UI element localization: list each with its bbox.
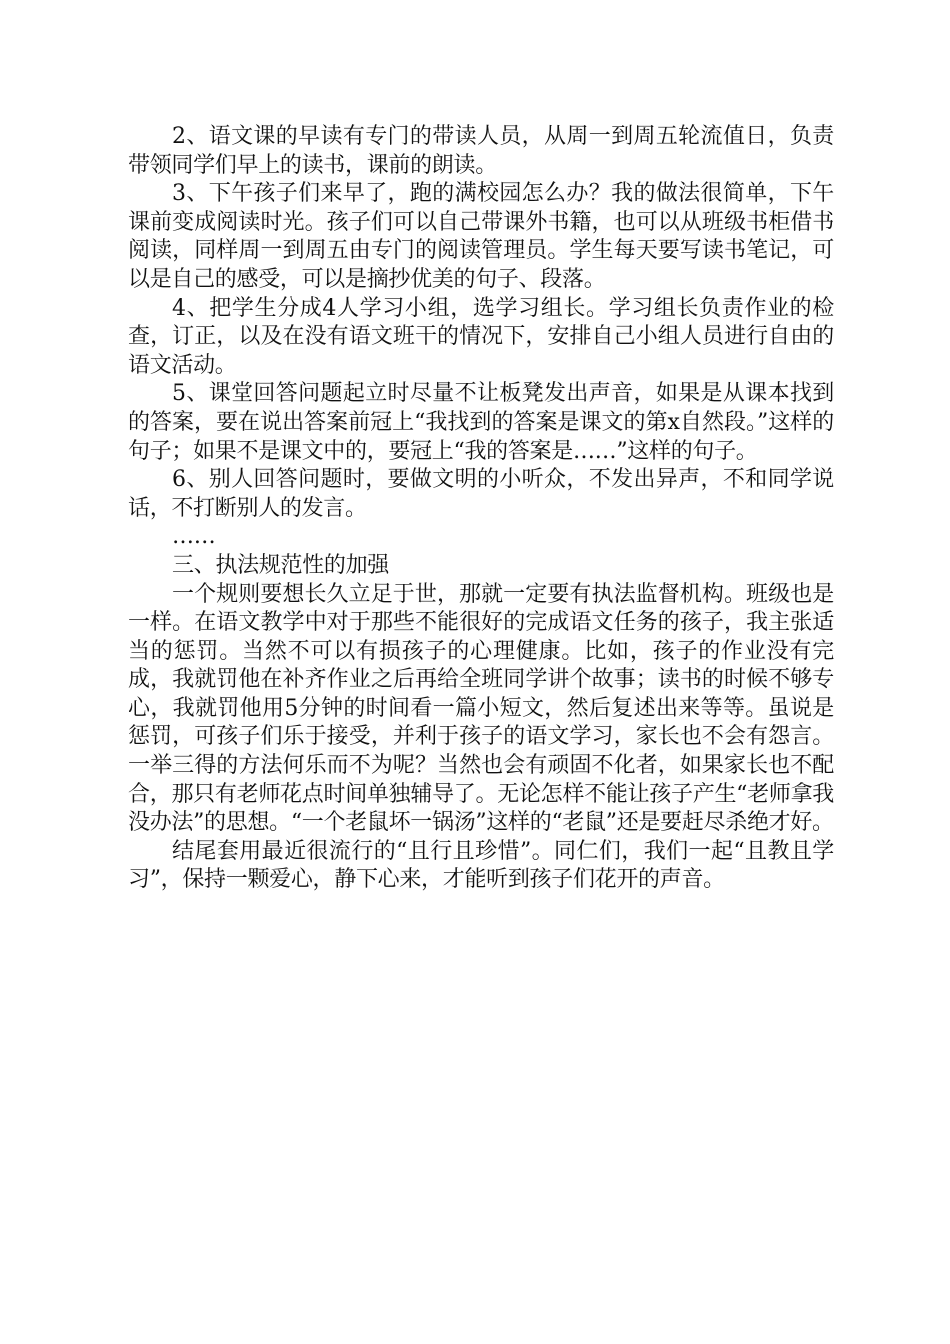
- enforcement-paragraph: 一个规则要想长久立足于世，那就一定要有执法监督机构。班级也是一样。在语文教学中对于那些不能很好的完成语文任务的孩子，我主张适当的惩罚。当然不可以有损孩子的心理健康。比如，孩子的作业没有完成，我就罚他在补齐作业之后再给全班同学讲个故事；读书的时候不够专心，我就罚他用5分钟的时间看一篇小短文，然后复述出来等等。虽说是惩罚，可孩子们乐于接受，并利于孩子的语文学习，家长也不会有怨言。一举三得的方法何乐而不为呢？当然也会有顽固不化者，如果家长也不配合，那只有老师花点时间单独辅导了。无论怎样不能让孩子产生“老师拿我没办法”的思想。“一个老鼠坏一锅汤”这样的“老鼠”还是要赶尽杀绝才好。: [128, 581, 834, 836]
- paragraph-item-6: 6、别人回答问题时，要做文明的小听众，不发出异声，不和同学说话，不打断别人的发言。: [128, 467, 834, 521]
- section-heading: 三、执法规范性的加强: [172, 552, 390, 578]
- ellipsis-line: ……: [172, 524, 216, 550]
- paragraph-item-3: 3、下午孩子们来早了，跑的满校园怎么办？我的做法很简单，下午课前变成阅读时光。孩子们可以自己带课外书籍，也可以从班级书柜借书阅读，同样周一到周五由专门的阅读管理员。学生每天要写读书笔记，可以是自己的感受，可以是摘抄优美的句子、段落。: [128, 181, 834, 292]
- document-body: [128, 123, 834, 895]
- paragraph-item-5: 5、课堂回答问题起立时尽量不让板凳发出声音，如果是从课本找到的答案，要在说出答案前冠上“我找到的答案是课文的第x自然段。”这样的句子；如果不是课文中的，要冠上“我的答案是……”这样的句子。: [128, 381, 834, 464]
- closing-paragraph: 结尾套用最近很流行的“且行且珍惜”。同仁们，我们一起“且教且学习”，保持一颗爱心，静下心来，才能听到孩子们花开的声音。: [128, 838, 834, 893]
- paragraph-item-2: 2、语文课的早读有专门的带读人员，从周一到周五轮流值日，负责带领同学们早上的读书，课前的朗读。: [128, 124, 834, 178]
- paragraph-item-4: 4、把学生分成4人学习小组，选学习组长。学习组长负责作业的检查，订正，以及在没有语文班干的情况下，安排自己小组人员进行自由的语文活动。: [128, 295, 834, 378]
